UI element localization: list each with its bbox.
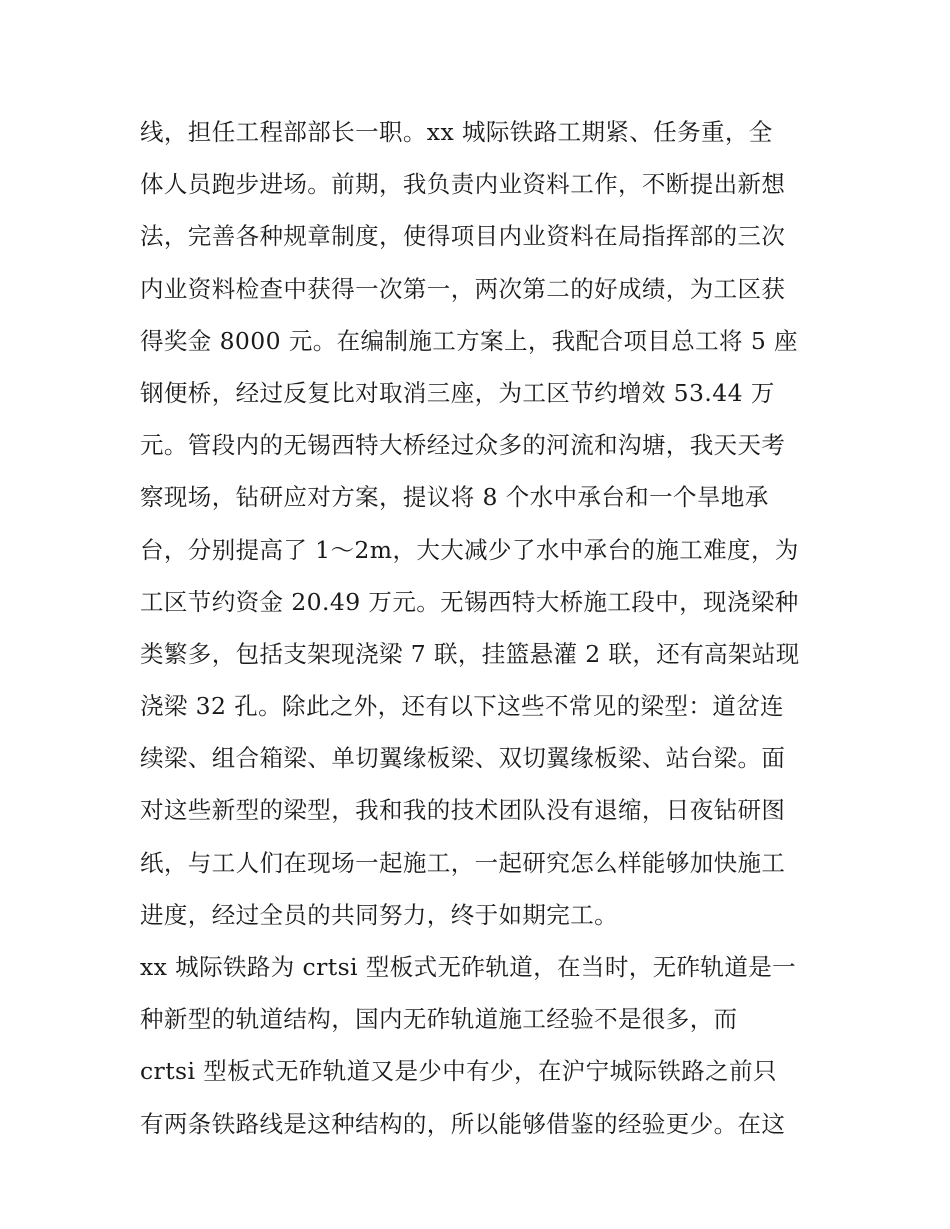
text-line: crtsi 型板式无砟轨道又是少中有少，在沪宁城际铁路之前只 xyxy=(140,1057,777,1086)
text-line: 法，完善各种规章制度，使得项目内业资料在局指挥部的三次 xyxy=(140,222,786,251)
text-line: 纸，与工人们在现场一起施工，一起研究怎么样能够加快施工 xyxy=(140,848,786,877)
text-line: 内业资料检查中获得一次第一，两次第二的好成绩，为工区获 xyxy=(140,274,786,303)
text-line: 得奖金 8000 元。在编制施工方案上，我配合项目总工将 5 座 xyxy=(140,326,798,355)
text-line: 续梁、组合箱梁、单切翼缘板梁、双切翼缘板梁、站台梁。面 xyxy=(140,744,786,773)
text-line: 浇梁 32 孔。除此之外，还有以下这些不常见的梁型：道岔连 xyxy=(140,692,784,721)
text-line: 工区节约资金 20.49 万元。无锡西特大桥施工段中，现浇梁种 xyxy=(140,587,799,616)
text-line: 对这些新型的梁型，我和我的技术团队没有退缩，日夜钻研图 xyxy=(140,796,786,825)
text-line: 台，分别提高了 1～2m，大大减少了水中承台的施工难度，为 xyxy=(140,535,799,564)
text-line: 进度，经过全员的共同努力，终于如期完工。 xyxy=(140,900,618,929)
text-line: 类繁多，包括支架现浇梁 7 联，挂篮悬灌 2 联，还有高架站现 xyxy=(140,639,800,668)
text-line: 元。管段内的无锡西特大桥经过众多的河流和沟塘，我天天考 xyxy=(140,431,786,460)
text-line: 钢便桥，经过反复比对取消三座，为工区节约增效 53.44 万 xyxy=(140,378,775,407)
text-line: 线，担任工程部部长一职。xx 城际铁路工期紧、任务重，全 xyxy=(140,118,773,146)
body-text xyxy=(140,106,820,1150)
text-line: 种新型的轨道结构，国内无砟轨道施工经验不是很多，而 xyxy=(140,1005,738,1034)
text-line: 有两条铁路线是这种结构的，所以能够借鉴的经验更少。在这 xyxy=(140,1109,786,1138)
text-line: 体人员跑步进场。前期，我负责内业资料工作，不断提出新想 xyxy=(140,170,786,199)
text-line: xx 城际铁路为 crtsi 型板式无砟轨道，在当时，无砟轨道是一 xyxy=(140,953,797,981)
text-line: 察现场，钻研应对方案，提议将 8 个水中承台和一个旱地承 xyxy=(140,483,769,512)
